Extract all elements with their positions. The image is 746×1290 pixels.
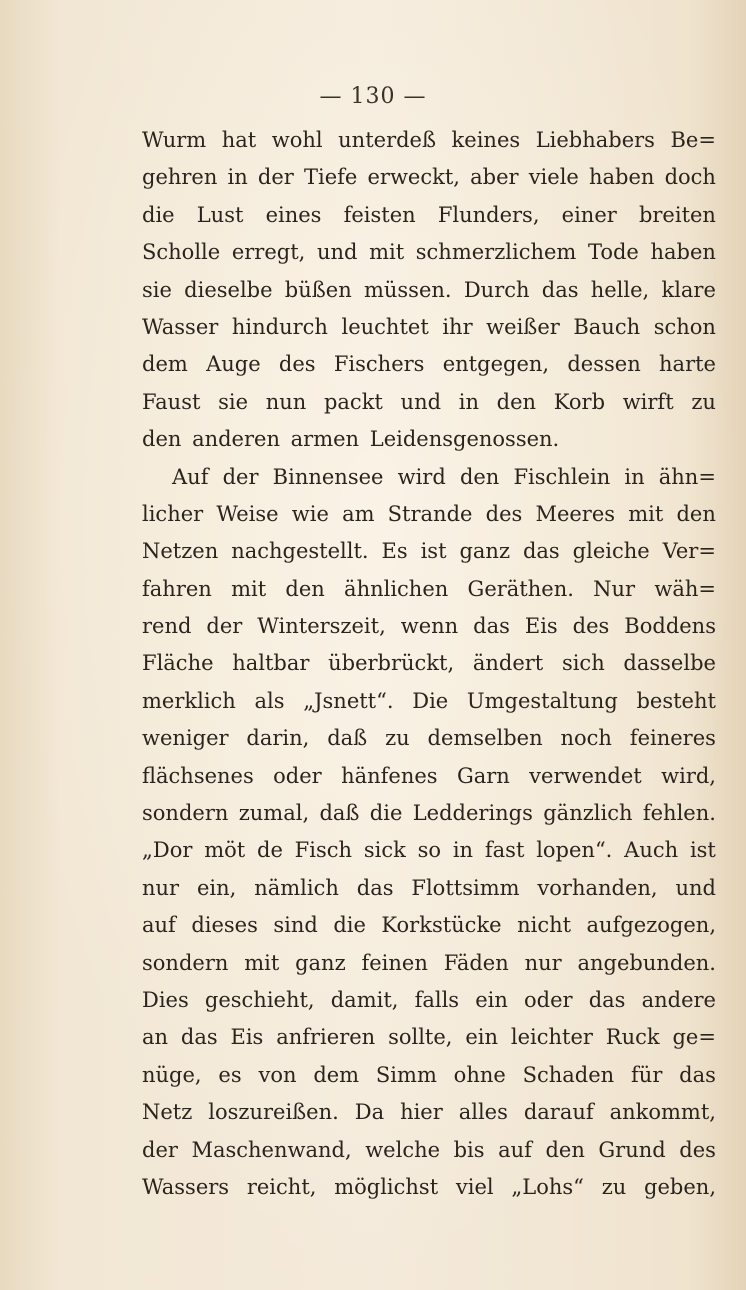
text-line: „Dor möt de Fisch sick so in fast lopen“. Auch ist [142, 838, 716, 863]
text-line: nur ein, nämlich das Flottsimm vorhanden, und [142, 875, 716, 900]
text-line: dem Auge des Fischers entgegen, dessen harte [142, 352, 716, 377]
text-line: rend der Winterszeit, wenn das Eis des Boddens [142, 614, 716, 639]
text-line: sondern zumal, daß die Ledderings gänzlich fehlen. [142, 801, 716, 826]
text-line: sie dieselbe büßen müssen. Durch das helle, klare [142, 277, 716, 302]
text-line: Fläche haltbar überbrückt, ändert sich dasselbe [142, 651, 716, 676]
text-line: weniger darin, daß zu demselben noch feineres [142, 726, 716, 751]
text-line: fahren mit den ähnlichen Geräthen. Nur wäh= [142, 576, 716, 601]
text-line: Auf der Binnensee wird den Fischlein in äh​n= [172, 464, 716, 489]
text-line: auf dieses sind die Korkstücke nicht aufgezogen, [142, 913, 716, 938]
text-line: Wassers reicht, möglichst viel „Lohs“ zu geben, [142, 1174, 716, 1199]
text-line: gehren in der Tiefe erweckt, aber viele haben doch [142, 165, 716, 190]
text-line: Faust sie nun packt und in den Korb wirft zu [142, 389, 716, 414]
text-line: flächsenes oder hänfenes Garn verwendet wird, [142, 763, 716, 788]
text-line: der Maschenwand, welche bis auf den Grund des [142, 1137, 716, 1162]
text-line: Scholle erregt, und mit schmerzlichem Tode haben [142, 240, 716, 265]
text-line: Wurm hat wohl unterdeß keines Liebhabers Be= [142, 128, 716, 152]
body-text [142, 122, 716, 1206]
text-line: sondern mit ganz feinen Fäden nur angebunden. [142, 950, 716, 975]
text-line: Netzen nachgestellt. Es ist ganz das gleiche Ver= [142, 539, 716, 564]
text-line: den anderen armen Leidensgenossen. [142, 427, 560, 452]
page-number: — 130 — [319, 84, 427, 109]
text-line: Wasser hindurch leuchtet ihr weißer Bauch schon [142, 314, 716, 339]
text-line: die Lust eines feisten Flunders, einer breiten [142, 202, 716, 227]
text-line: nüge, es von dem Simm ohne Schaden für das [142, 1062, 716, 1087]
text-line: licher Weise wie am Strande des Meeres mit den [142, 501, 716, 526]
text-line: Netz loszureißen. Da hier alles darauf ankommt, [142, 1100, 716, 1125]
text-line: an das Eis anfrieren sollte, ein leichter Ruck ge= [142, 1025, 716, 1050]
text-line: Dies geschieht, damit, falls ein oder das andere [142, 987, 716, 1012]
text-line: merklich als „Jsnett“. Die Umgestaltung besteht [142, 688, 716, 713]
